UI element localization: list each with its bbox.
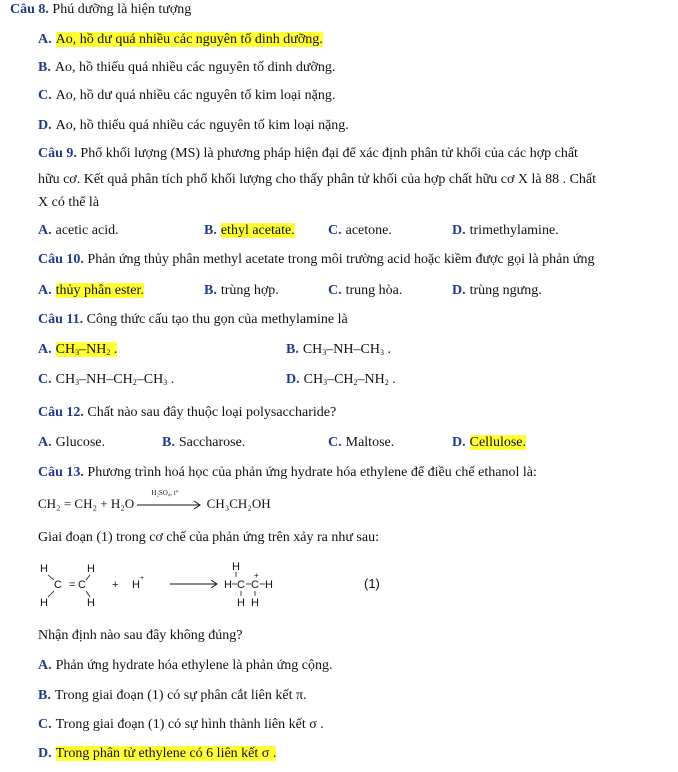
option-text: Ao, hồ thiếu quá nhiều các nguyên tố dinh dưỡng. — [54, 60, 336, 75]
option-label: A. — [38, 223, 52, 238]
option-9c[interactable] — [328, 223, 392, 239]
formula-part: CH — [55, 372, 76, 387]
option-13b[interactable] — [38, 688, 307, 704]
question-stem: Công thức cấu tạo thu gọn của methylamine là — [86, 312, 348, 327]
svg-text:H: H — [232, 561, 240, 573]
option-text: trùng hợp. — [220, 283, 279, 298]
option-text: Ao, hồ thiếu quá nhiều các nguyên tố kim loại nặng. — [55, 118, 349, 133]
svg-text:H: H — [265, 579, 273, 591]
option-12c[interactable] — [328, 435, 394, 451]
option-text: Trong giai đoạn (1) có sự phân cắt liên kết π. — [54, 688, 307, 703]
option-12a[interactable] — [38, 435, 105, 451]
svg-text:C: C — [237, 579, 245, 591]
option-label: A. — [38, 435, 52, 450]
option-text: Saccharose. — [178, 435, 246, 450]
option-label: B. — [204, 223, 217, 238]
option-label: C. — [38, 372, 52, 387]
formula-part: –NH–CH — [79, 372, 133, 387]
question-label: Câu 8. — [10, 2, 49, 17]
svg-text:H: H — [40, 563, 48, 575]
option-9d[interactable] — [452, 223, 559, 239]
option-13d[interactable] — [38, 746, 276, 762]
option-12d[interactable] — [452, 435, 526, 451]
formula-part: . — [110, 342, 118, 357]
plus-sign: + — [112, 579, 119, 591]
option-label: A. — [38, 32, 52, 47]
question-label: Câu 13. — [38, 465, 84, 480]
equation-left: CH₂ = CH₂ + H₂O — [38, 496, 135, 511]
question-stem: Phổ khối lượng (MS) là phương pháp hiện đại để xác định phân tử khối của các hợp chất — [80, 146, 578, 161]
formula-part: –NH — [79, 342, 107, 357]
option-text: Phản ứng hydrate hóa ethylene là phản ứng cộng. — [55, 658, 333, 673]
option-label: B. — [162, 435, 175, 450]
option-text: Trong giai đoạn (1) có sự hình thành liên kết σ . — [55, 717, 324, 732]
svg-text:H: H — [237, 597, 245, 609]
option-8b[interactable] — [38, 60, 335, 76]
subscript: 3 — [322, 348, 327, 357]
question-label: Câu 9. — [38, 146, 77, 161]
option-11c[interactable] — [38, 372, 174, 388]
formula-part: . — [167, 372, 175, 387]
option-label: C. — [328, 283, 342, 298]
subscript: 3 — [75, 378, 80, 387]
option-12b[interactable] — [162, 435, 245, 451]
option-text: Cellulose. — [469, 435, 527, 450]
option-11b[interactable] — [286, 342, 391, 358]
question-9 — [38, 146, 578, 162]
question-label: Câu 10. — [38, 252, 84, 267]
formula-part: –CH — [327, 372, 354, 387]
option-10d[interactable] — [452, 283, 542, 299]
option-label: C. — [38, 88, 52, 103]
option-label: D. — [38, 746, 52, 761]
option-text: thủy phân ester. — [55, 283, 144, 298]
svg-text:H: H — [251, 597, 259, 609]
svg-text:H: H — [40, 597, 48, 609]
option-label: D. — [452, 435, 466, 450]
subscript: 2 — [353, 378, 358, 387]
option-label: C. — [328, 223, 342, 238]
formula-part: –CH — [136, 372, 164, 387]
option-label: A. — [38, 658, 52, 673]
subscript: 3 — [75, 348, 80, 357]
option-10c[interactable] — [328, 283, 402, 299]
proton-charge: + — [140, 575, 145, 582]
arrow-icon — [137, 498, 203, 512]
mechanism-arrow — [170, 580, 217, 588]
option-label: B. — [286, 342, 299, 357]
ethylene-structure — [40, 563, 95, 609]
equation-right: CH₃CH₂OH — [206, 496, 271, 511]
svg-text:C: C — [54, 579, 62, 591]
subscript: 3 — [323, 378, 328, 387]
reaction-condition: H₂SO₄, t° — [151, 489, 179, 498]
option-label: B. — [38, 688, 51, 703]
option-label: D. — [38, 118, 52, 133]
subscript: 3 — [163, 378, 168, 387]
svg-text:+: + — [254, 571, 259, 580]
formula-part: CH — [303, 372, 324, 387]
subscript: 3 — [379, 348, 384, 357]
svg-text:C: C — [78, 579, 86, 591]
option-label: A. — [38, 342, 52, 357]
svg-text:C: C — [251, 579, 259, 591]
option-10a[interactable] — [38, 283, 144, 299]
question-10 — [38, 252, 594, 268]
formula-part: CH — [302, 342, 323, 357]
formula-part: –NH–CH — [326, 342, 380, 357]
option-text: trung hòa. — [345, 283, 403, 298]
option-label: D. — [452, 283, 466, 298]
option-label: C. — [328, 435, 342, 450]
option-label: C. — [38, 717, 52, 732]
question-stem: Phương trình hoá học của phản ứng hydrate hóa ethylene để điều chế ethanol là: — [87, 465, 537, 480]
question-8 — [10, 2, 191, 18]
option-label: D. — [452, 223, 466, 238]
reaction-arrow — [137, 489, 203, 512]
subscript: 2 — [132, 378, 137, 387]
option-9a[interactable] — [38, 223, 119, 239]
formula-part: –NH — [357, 372, 385, 387]
carbocation-structure — [224, 561, 273, 609]
option-8a[interactable] — [38, 32, 323, 48]
sub-question: Nhận định nào sau đây không đúng? — [38, 628, 243, 643]
question-12 — [38, 405, 336, 421]
option-text: Maltose. — [345, 435, 395, 450]
question-13 — [38, 465, 537, 481]
option-9b[interactable] — [204, 223, 295, 239]
mechanism-diagram — [30, 558, 430, 618]
option-13c[interactable] — [38, 717, 324, 733]
reaction-equation — [38, 489, 271, 512]
formula-part: CH — [55, 342, 76, 357]
option-11d[interactable] — [286, 372, 396, 388]
formula-part: . — [388, 372, 396, 387]
question-stem: Phản ứng thủy phân methyl acetate trong môi trường acid hoặc kiềm được gọi là phản ứng — [87, 252, 595, 267]
formula — [56, 342, 118, 357]
option-label: A. — [38, 283, 52, 298]
svg-text:=: = — [69, 579, 76, 591]
option-11a[interactable] — [38, 342, 117, 358]
option-label: B. — [38, 60, 51, 75]
subscript: 2 — [106, 348, 111, 357]
question-11 — [38, 312, 348, 328]
option-text: Ao, hồ dư quá nhiều các nguyên tố dinh dưỡng. — [55, 32, 323, 47]
question-stem: Phú dưỡng là hiện tượng — [52, 2, 192, 17]
formula-part: . — [383, 342, 391, 357]
svg-text:H: H — [87, 563, 95, 575]
option-text: Trong phân tử ethylene có 6 liên kết σ . — [55, 746, 277, 761]
option-text: trimethylamine. — [469, 223, 559, 238]
option-13a[interactable] — [38, 658, 332, 674]
option-label: D. — [286, 372, 300, 387]
step-number: (1) — [364, 576, 380, 591]
option-text: acetone. — [345, 223, 392, 238]
option-8d[interactable] — [38, 118, 349, 134]
question-9-line3: X có thể là — [38, 195, 100, 210]
option-text: trùng ngưng. — [469, 283, 542, 298]
option-text: ethyl acetate. — [220, 223, 295, 238]
question-label: Câu 12. — [38, 405, 84, 420]
svg-text:H: H — [224, 579, 232, 591]
question-stem: Chất nào sau đây thuộc loại polysaccharide? — [87, 405, 337, 420]
question-9-line2: hữu cơ. Kết quả phân tích phổ khối lượng cho thấy phân tử khối của hợp chất hữu cơ X là 88 . Chất — [38, 172, 597, 187]
proton: H — [132, 579, 140, 591]
stage-description: Giai đoạn (1) trong cơ chế của phản ứng trên xảy ra như sau: — [38, 530, 379, 545]
option-text: Ao, hồ dư quá nhiều các nguyên tố kim loại nặng. — [55, 88, 336, 103]
option-8c[interactable] — [38, 88, 335, 104]
option-text: Glucose. — [55, 435, 106, 450]
subscript: 2 — [384, 378, 389, 387]
option-text: acetic acid. — [55, 223, 119, 238]
svg-text:H: H — [87, 597, 95, 609]
option-10b[interactable] — [204, 283, 279, 299]
question-label: Câu 11. — [38, 312, 84, 327]
option-label: B. — [204, 283, 217, 298]
